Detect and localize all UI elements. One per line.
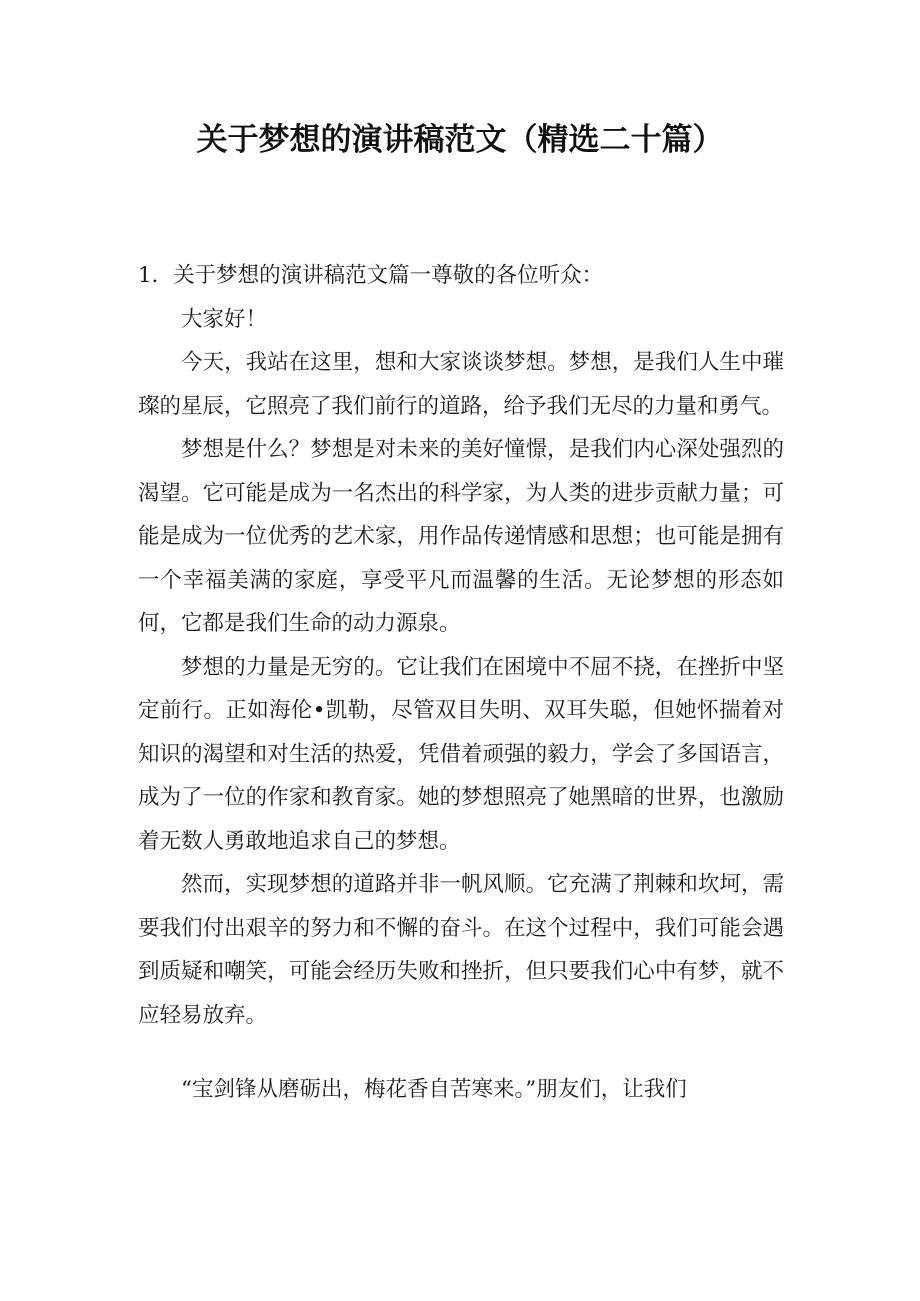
- section-heading: 1．关于梦想的演讲稿范文篇一尊敬的各位听众：: [138, 263, 604, 288]
- body-paragraph: 今天，我站在这里，想和大家谈谈梦想。梦想，是我们人生中璀璨的星辰，它照亮了我们前行的道路，给予我们无尽的力量和勇气。: [138, 350, 784, 419]
- document-body: [138, 254, 784, 1112]
- body-paragraph: 然而，实现梦想的道路并非一帆风顺。它充满了荆棘和坎坷，需要我们付出艰辛的努力和不懈的奋斗。在这个过程中，我们可能会遇到质疑和嘲笑，可能会经历失败和挫折，但只要我们心中有梦，就不应轻易放弃。: [138, 872, 784, 1028]
- document-title: 关于梦想的演讲稿范文（精选二十篇）: [196, 122, 724, 158]
- body-paragraph: 梦想的力量是无穷的。它让我们在困境中不屈不挠，在挫折中坚定前行。正如海伦•凯勒，尽管双目失明、双耳失聪，但她怀揣着对知识的渴望和对生活的热爱，凭借着顽强的毅力，学会了多国语言，成为了一位的作家和教育家。她的梦想照亮了她黑暗的世界，也激励着无数人勇敢地追求自己的梦想。: [138, 654, 784, 854]
- quote-paragraph: “宝剑锋从磨砺出，梅花香自苦寒来。”朋友们，让我们: [181, 1077, 687, 1102]
- greeting-paragraph: 大家好！: [181, 306, 268, 332]
- body-paragraph: 梦想是什么？梦想是对未来的美好憧憬，是我们内心深处强烈的渴望。它可能是成为一名杰出的科学家，为人类的进步贡献力量；可能是成为一位优秀的艺术家，用作品传递情感和思想；也可能是拥有一个幸福美满的家庭，享受平凡而温馨的生活。无论梦想的形态如何，它都是我们生命的动力源泉。: [138, 437, 784, 636]
